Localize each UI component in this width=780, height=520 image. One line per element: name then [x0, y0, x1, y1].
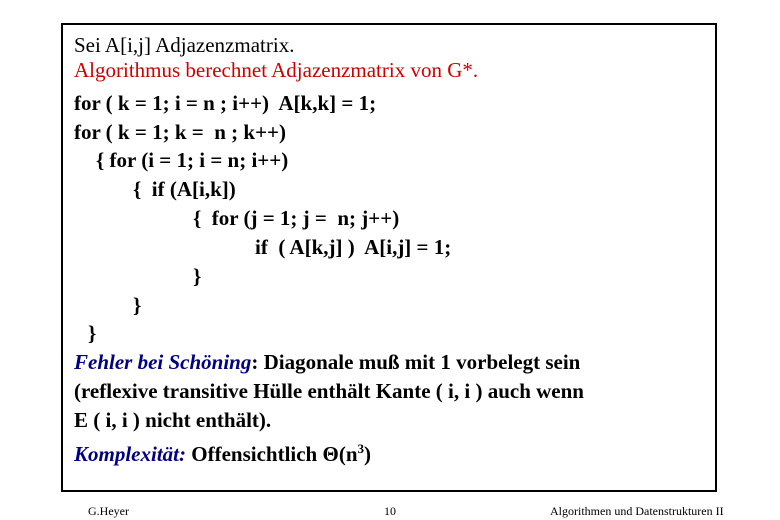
code-line-5: { for (j = 1; j = n; j++) [193, 206, 400, 230]
error-note-line-2: (reflexive transitive Hülle enthält Kante ( i, i ) auch wenn [74, 379, 584, 403]
complexity-text: Offensichtlich [186, 442, 323, 466]
code-line-6: if ( A[k,j] ) A[i,j] = 1; [255, 235, 452, 259]
error-note-line-3: E ( i, i ) nicht enthält). [74, 408, 272, 432]
code-line-7: } [193, 264, 202, 288]
code-line-2: for ( k = 1; k = n ; k++) [74, 120, 286, 144]
code-line-3: { for (i = 1; i = n; i++) [96, 148, 289, 172]
code-line-1: for ( k = 1; i = n ; i++) A[k,k] = 1; [74, 91, 377, 115]
complexity-close: ) [364, 442, 372, 466]
complexity-value: (n [338, 442, 358, 466]
algorithm-title: Algorithmus berechnet Adjazenzmatrix von G*. [74, 58, 479, 82]
intro-line: Sei A[i,j] Adjazenzmatrix. [74, 33, 295, 57]
error-note [74, 350, 580, 374]
complexity-line [74, 437, 371, 466]
error-note-text: : Diagonale muß mit 1 vorbelegt sein [251, 350, 581, 374]
footer-course-title: Algorithmen und Datenstrukturen II [550, 504, 724, 518]
footer-author: G.Heyer [88, 504, 129, 518]
footer-page-number: 10 [384, 504, 396, 518]
error-note-label: Fehler bei Schöning [74, 350, 252, 374]
code-line-8: } [133, 293, 142, 317]
code-line-4: { if (A[i,k]) [133, 177, 236, 201]
theta-symbol: Θ [322, 442, 339, 466]
code-line-9: } [88, 321, 97, 345]
complexity-label: Komplexität: [74, 442, 186, 466]
complexity-exponent: 3 [357, 441, 365, 456]
